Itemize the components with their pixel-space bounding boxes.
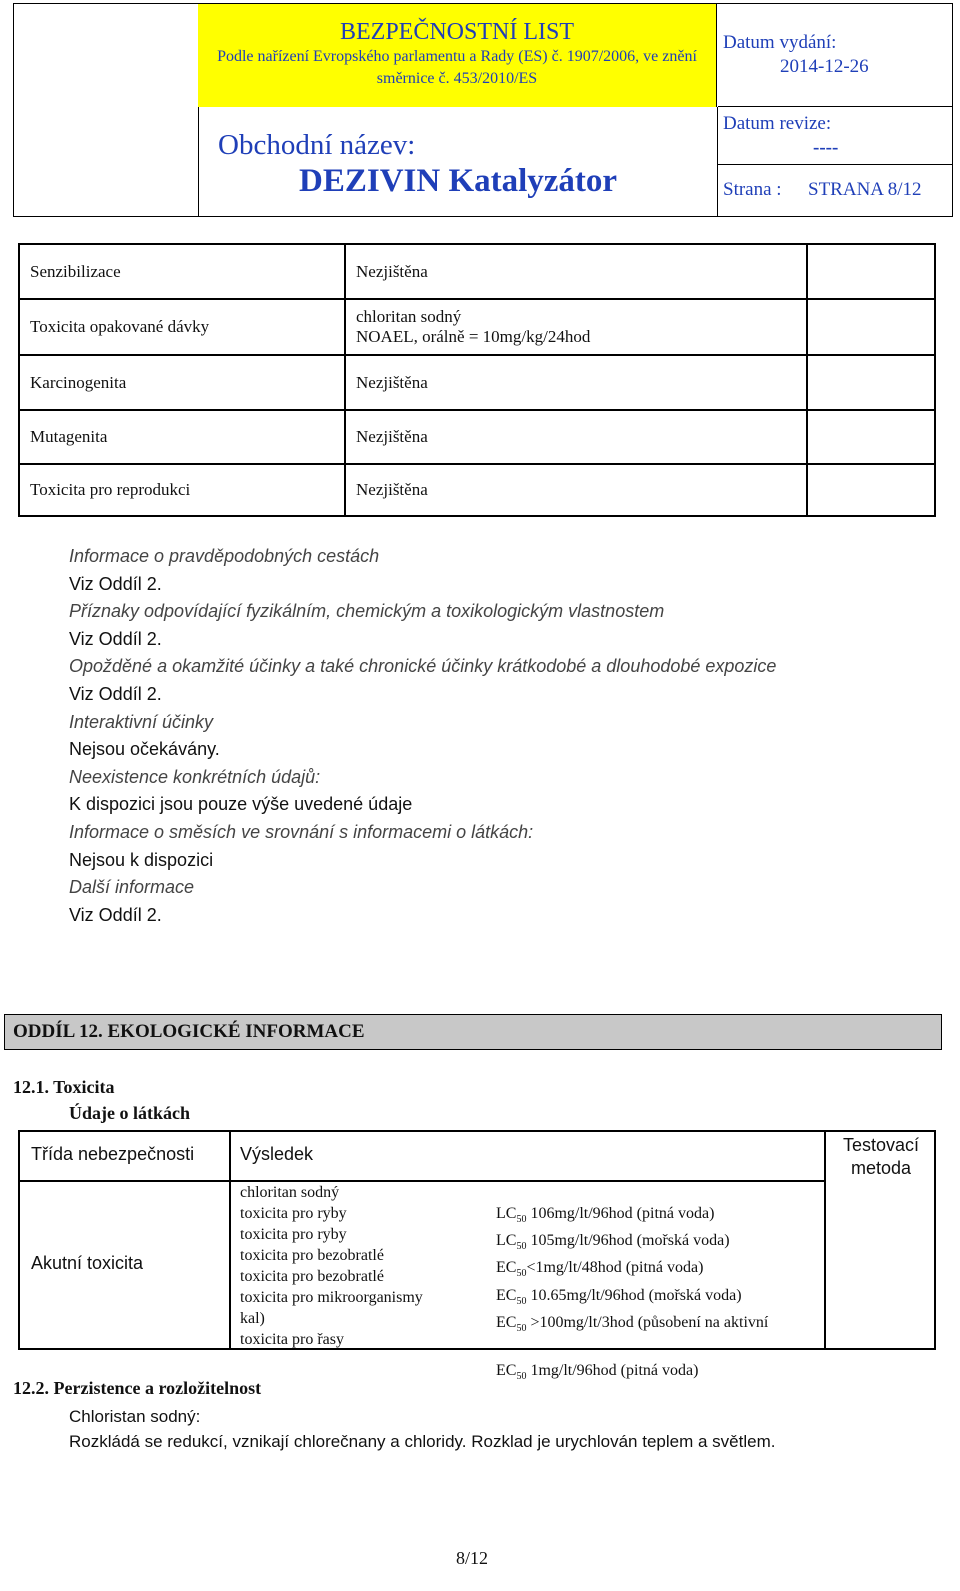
info-heading: Interaktivní účinky (69, 711, 214, 732)
document-title: BEZPEČNOSTNÍ LIST (340, 19, 574, 45)
page-cell (718, 165, 952, 216)
row-label: Toxicita pro reprodukci (19, 464, 345, 516)
table-row (19, 410, 935, 464)
endpoint: toxicita pro bezobratlé (240, 1268, 384, 1285)
regulation-line-2: směrnice č. 453/2010/ES (376, 70, 538, 87)
result-value: $EC_{50}$ 10.65mg/lt/96hod (mořská voda) (496, 1286, 742, 1307)
info-text: K dispozici jsou pouze výše uvedené údaje (69, 794, 413, 815)
row-value: Nezjištěna (345, 464, 807, 516)
substance-name: chloritan sodný (240, 1184, 340, 1201)
substance-data-title: Údaje o látkách (69, 1103, 190, 1123)
row-value: Nezjištěna (345, 244, 807, 299)
info-block (69, 543, 776, 929)
ecotox-table (18, 1130, 936, 1383)
subsection-12-1-title: 12.1. Toxicita (13, 1077, 115, 1097)
row-value-line-2: NOAEL, orálně = 10mg/kg/24hod (356, 327, 591, 346)
logo-area (14, 4, 199, 216)
title-banner (198, 4, 717, 107)
row-label: Mutagenita (19, 410, 345, 464)
result-value: $LC_{50}$ 106mg/lt/96hod (pitná voda) (496, 1205, 715, 1226)
regulation-line-1: Podle nařízení Evropského parlamentu a Rady (ES) č. 1907/2006, ve znění (217, 48, 697, 65)
row-empty (807, 355, 935, 410)
revision-date-cell (718, 107, 952, 165)
row-value: Nezjištěna (345, 355, 807, 410)
revision-date: ---- (813, 137, 839, 158)
persistence-text: Chloristan sodný: Rozkládá se redukcí, vznikají chlorečnany a chloridy. Rozklad je urychlován teplem a světlem. (69, 1407, 776, 1451)
page-footer: 8/12 (456, 1548, 489, 1568)
info-heading: Neexistence konkrétních údajů: (69, 766, 321, 787)
endpoint: toxicita pro bezobratlé (240, 1247, 384, 1264)
info-text: Viz Oddíl 2. (69, 904, 162, 925)
revision-date-label: Datum revize: (723, 113, 832, 134)
toxicity-table (18, 243, 936, 517)
test-method-column (824, 1132, 936, 1348)
row-value-line-1: chloritan sodný (356, 307, 462, 326)
column-header-result: Výsledek (240, 1144, 314, 1164)
endpoint: kal) (240, 1310, 265, 1327)
issue-date-label: Datum vydání: (723, 32, 837, 53)
result-value: $EC_{50}<1mg/lt/48hod$ (pitná voda) (496, 1259, 704, 1280)
info-text: Viz Oddíl 2. (69, 573, 162, 594)
endpoint: toxicita pro řasy (240, 1331, 344, 1348)
column-header-hazard-class: Třída nebezpečnosti (31, 1144, 195, 1164)
info-text: Nejsou k dispozici (69, 849, 214, 870)
row-empty (807, 410, 935, 464)
table-row (19, 464, 935, 516)
issue-date: 2014-12-26 (780, 56, 869, 77)
hazard-class-column (20, 1132, 231, 1348)
result-values (496, 1203, 768, 1387)
row-label: Senzibilizace (19, 244, 345, 299)
info-heading: Příznaky odpovídající fyzikálním, chemickým a toxikologickým vlastnostem (69, 601, 665, 622)
hazard-class-value: Akutní toxicita (31, 1253, 144, 1273)
result-value (496, 1339, 768, 1360)
page-label: Strana : (723, 179, 782, 200)
info-heading: Opožděné a okamžité účinky a také chronické účinky krátkodobé a dlouhodobé expozice (69, 656, 777, 677)
issue-date-cell (718, 4, 952, 107)
row-label: Toxicita opakované dávky (19, 299, 345, 355)
info-heading: Další informace (69, 877, 195, 898)
result-value: $EC_{50}$ 1mg/lt/96hod (pitná voda) (496, 1361, 699, 1383)
result-value: $EC_{50} >100mg/lt/3hod$ (působení na aktivní (496, 1313, 769, 1334)
info-heading: Informace o pravděpodobných cestách (69, 546, 380, 566)
row-value-multi (345, 299, 807, 355)
info-text: Nejsou očekávány. (69, 739, 220, 760)
trade-name-label: Obchodní název: (218, 129, 416, 161)
trade-name-box (198, 107, 718, 216)
info-heading: Informace o směsích ve srovnání s informacemi o látkách: (69, 821, 534, 842)
endpoint: toxicita pro mikroorganismy (240, 1289, 423, 1306)
table-row (19, 355, 935, 410)
subsection-12-2-title: 12.2. Perzistence a rozložitelnost (13, 1378, 262, 1398)
row-empty (807, 244, 935, 299)
section-12-header: ODDÍL 12. EKOLOGICKÉ INFORMACE (4, 1014, 942, 1050)
document-header (13, 3, 953, 217)
row-empty (807, 464, 935, 516)
row-empty (807, 299, 935, 355)
trade-name: DEZIVIN Katalyzátor (299, 163, 618, 199)
table-row (19, 244, 935, 299)
column-header-test-method: Testovací metoda (842, 1135, 920, 1178)
row-value: Nezjištěna (345, 410, 807, 464)
table-row (19, 299, 935, 355)
result-value: $LC_{50}$ 105mg/lt/96hod (mořská voda) (496, 1232, 730, 1253)
info-text: Viz Oddíl 2. (69, 683, 162, 704)
endpoint: toxicita pro ryby (240, 1205, 347, 1222)
result-endpoints (240, 1182, 423, 1350)
info-text: Viz Oddíl 2. (69, 628, 162, 649)
endpoint: toxicita pro ryby (240, 1226, 347, 1243)
page-value: STRANA 8/12 (808, 179, 922, 200)
row-label: Karcinogenita (19, 355, 345, 410)
